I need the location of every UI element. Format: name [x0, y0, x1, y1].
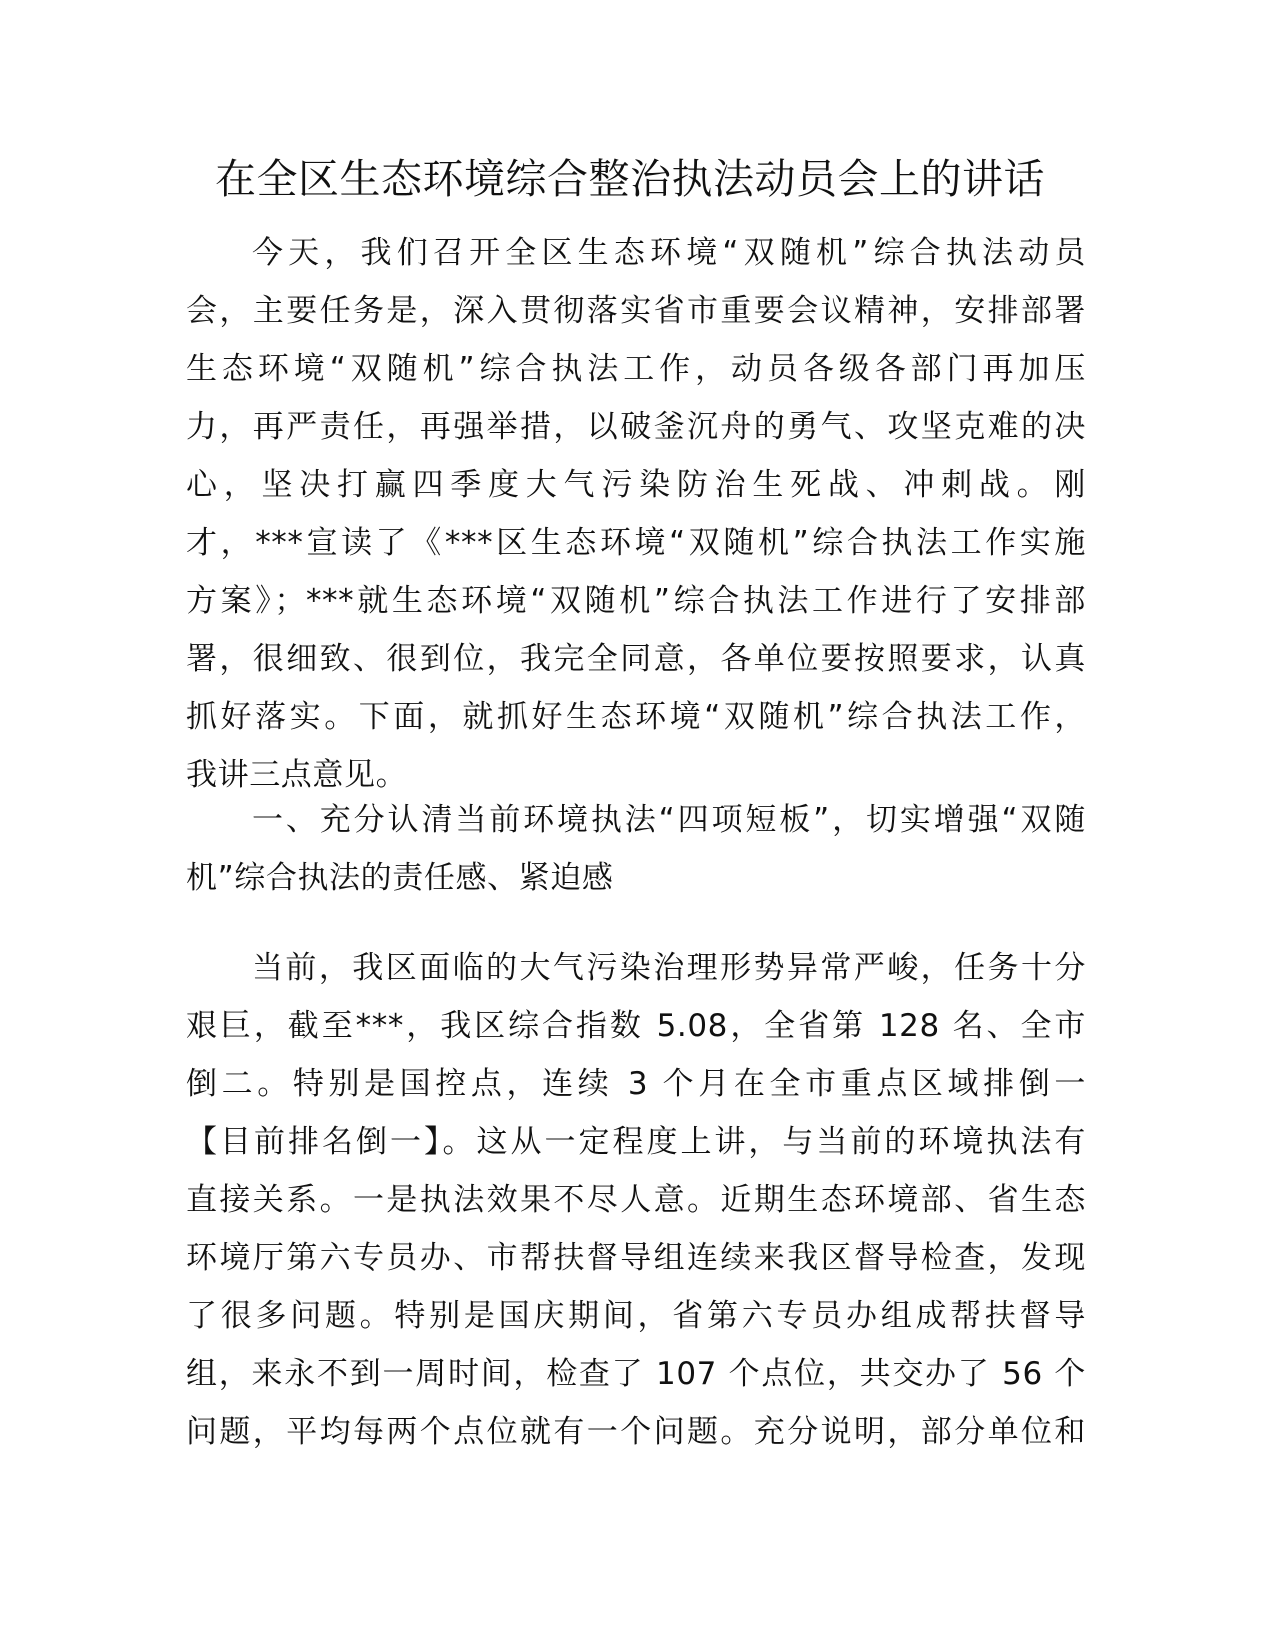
paragraph-line: 问题，平均每两个点位就有一个问题。充分说明，部分单位和 [186, 1414, 1086, 1450]
paragraph-line: 当前，我区面临的大气污染治理形势异常严峻，任务十分 [252, 950, 1086, 986]
section-heading-1 [186, 791, 1086, 907]
opening-paragraph [186, 224, 1086, 804]
paragraph-line: 【目前排名倒一】。这从一定程度上讲，与当前的环境执法有 [186, 1124, 1086, 1160]
heading-line: 一、充分认清当前环境执法“四项短板”，切实增强“双随 [252, 802, 1086, 838]
paragraph-line: 生态环境“双随机”综合执法工作，动员各级各部门再加压 [186, 351, 1086, 387]
document-title: 在全区生态环境综合整治执法动员会上的讲话 [215, 155, 1045, 203]
paragraph-line: 艰巨，截至***，我区综合指数 5.08，全省第 128 名、全市 [186, 1008, 1086, 1044]
paragraph-line: 署，很细致、很到位，我完全同意，各单位要按照要求，认真 [186, 641, 1086, 677]
paragraph-line: 心，坚决打赢四季度大气污染防治生死战、冲刺战。刚 [186, 467, 1086, 503]
paragraph-line: 会，主要任务是，深入贯彻落实省市重要会议精神，安排部署 [186, 293, 1086, 329]
paragraph-line: 组，来永不到一周时间，检查了 107 个点位，共交办了 56 个 [186, 1356, 1086, 1392]
paragraph-line: 倒二。特别是国控点，连续 3 个月在全市重点区域排倒一 [186, 1066, 1086, 1102]
body-paragraph [186, 939, 1086, 1461]
paragraph-line: 了很多问题。特别是国庆期间，省第六专员办组成帮扶督导 [186, 1298, 1086, 1334]
paragraph-line: 今天，我们召开全区生态环境“双随机”综合执法动员 [252, 235, 1086, 271]
paragraph-line: 直接关系。一是执法效果不尽人意。近期生态环境部、省生态 [186, 1182, 1086, 1218]
paragraph-line: 方案》；***就生态环境“双随机”综合执法工作进行了安排部 [186, 583, 1086, 619]
heading-line: 机”综合执法的责任感、紧迫感 [186, 860, 614, 896]
paragraph-line: 才，***宣读了《***区生态环境“双随机”综合执法工作实施 [186, 525, 1086, 561]
paragraph-line: 环境厅第六专员办、市帮扶督导组连续来我区督导检查，发现 [186, 1240, 1086, 1276]
paragraph-line: 力，再严责任，再强举措，以破釜沉舟的勇气、攻坚克难的决 [186, 409, 1086, 445]
paragraph-line: 我讲三点意见。 [186, 757, 408, 793]
paragraph-line: 抓好落实。下面，就抓好生态环境“双随机”综合执法工作， [186, 699, 1086, 735]
